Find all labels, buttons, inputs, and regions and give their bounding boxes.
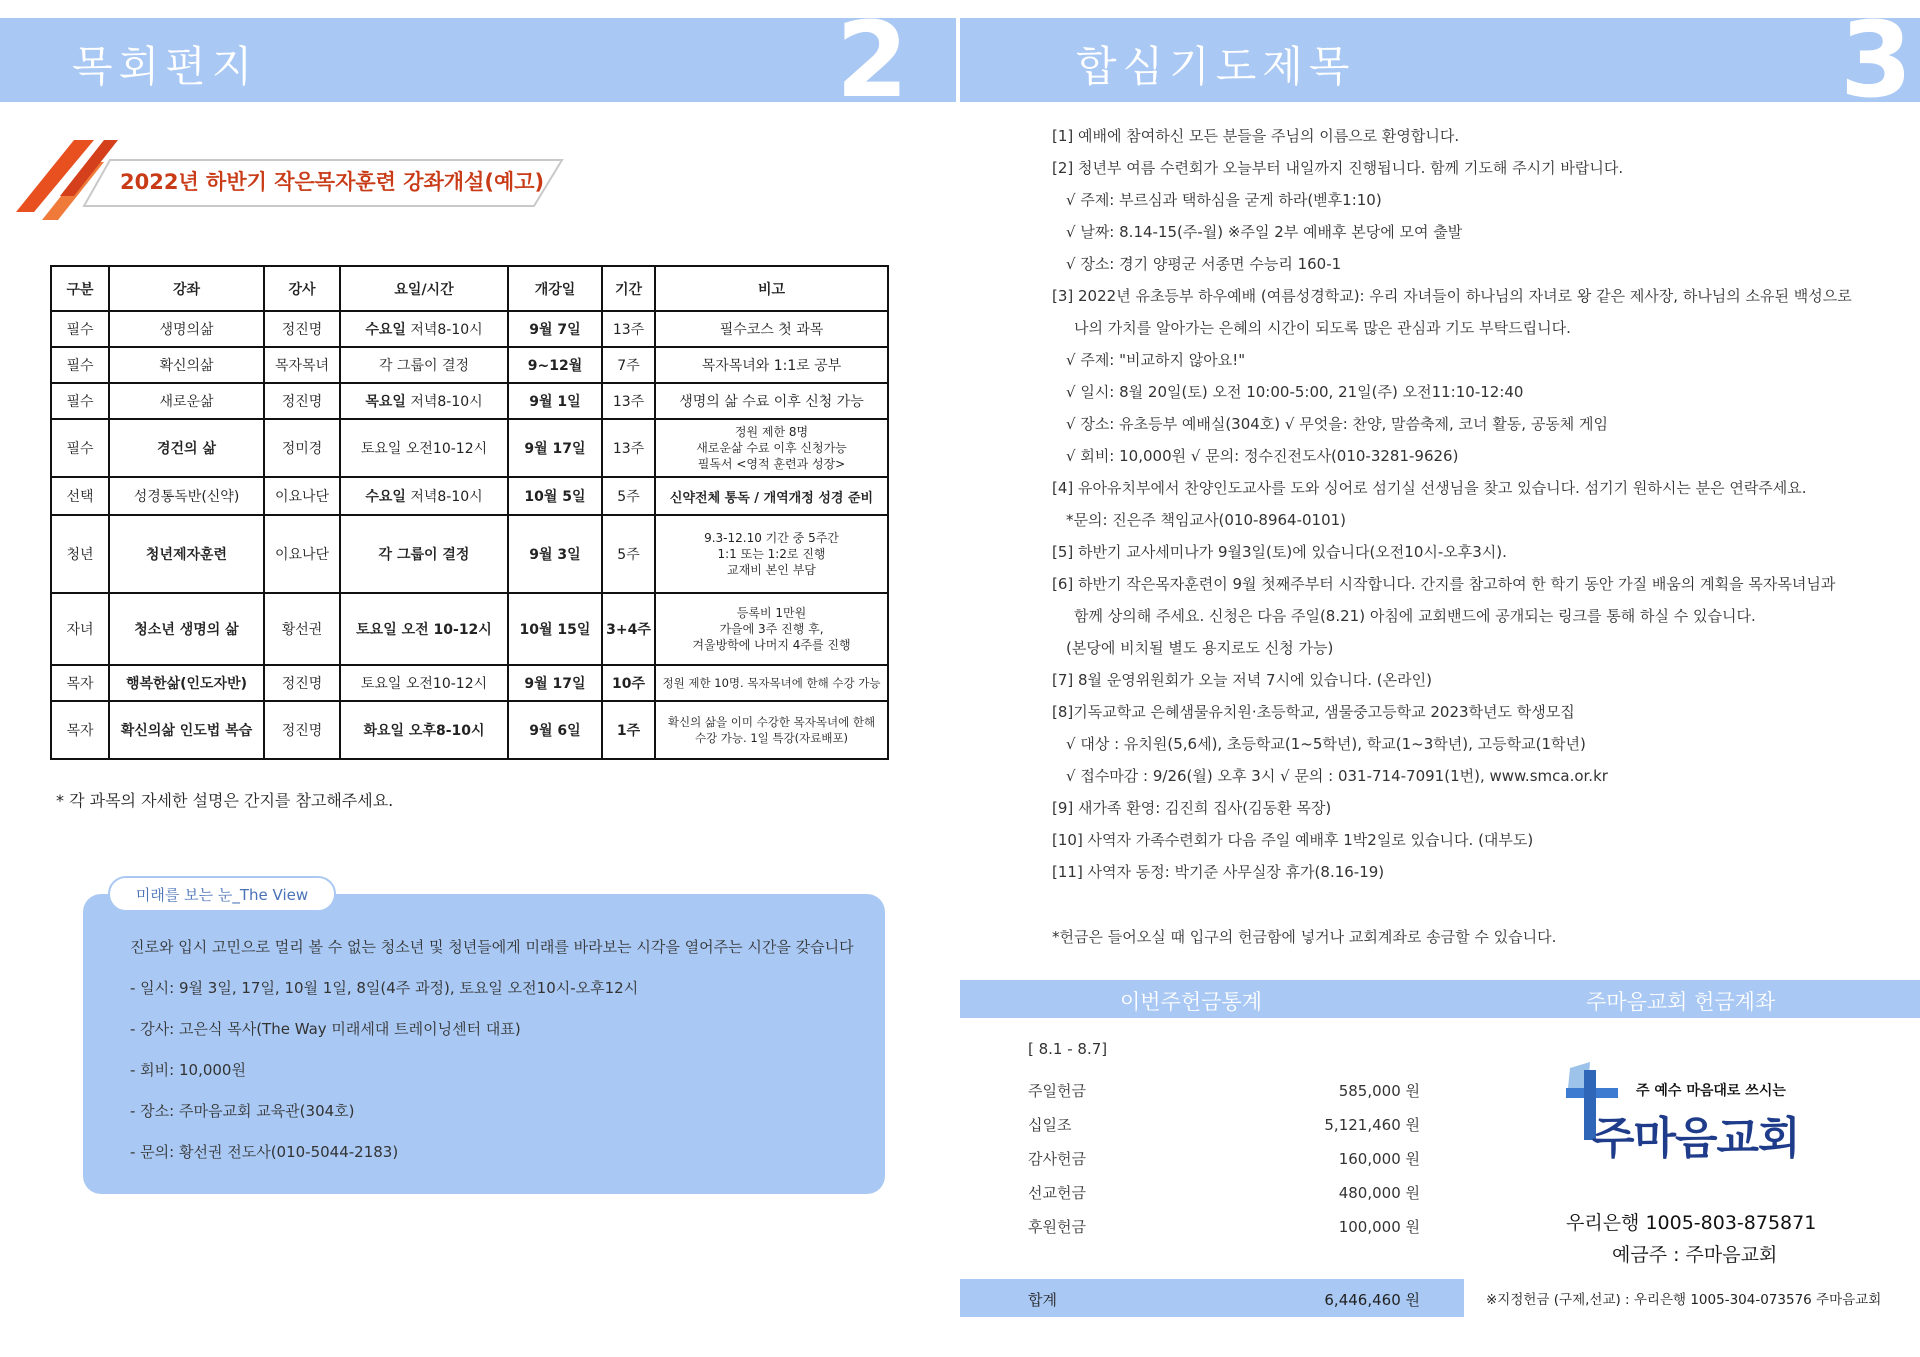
prayer-item: [1] 예배에 참여하신 모든 분들을 주님의 이름으로 환영합니다.	[1052, 127, 1460, 145]
type-cell: 필수	[51, 383, 109, 419]
offering-amount: 5,121,460 원	[1324, 1116, 1420, 1134]
course-cell: 확신의삶 인도법 복습	[109, 701, 264, 759]
note-cell	[655, 593, 888, 665]
header-cell: 강사	[264, 266, 340, 311]
prayer-item: 나의 가치를 알아가는 은혜의 시간이 되도록 많은 관심과 기도 부탁드립니다.	[1074, 319, 1571, 337]
prayer-list	[1052, 126, 1882, 894]
prayer-item: [7] 8월 운영위원회가 오늘 저녁 7시에 있습니다. (온라인)	[1052, 671, 1432, 689]
period-cell: 13주	[602, 383, 655, 419]
prayer-item: [5] 하반기 교사세미나가 9월3일(토)에 있습니다(오전10시-오후3시).	[1052, 543, 1507, 561]
note-line: 필독서 <영적 훈련과 성장>	[697, 457, 846, 472]
the-view-tag: 미래를 보는 눈_The View	[108, 876, 336, 912]
logo-tagline: 주 예수 마음대로 쓰시는	[1636, 1083, 1786, 1099]
teacher-cell: 정진명	[264, 383, 340, 419]
prayer-item: √ 장소: 경기 양평군 서종면 수능리 160-1	[1066, 255, 1342, 273]
banner-title: 2022년 하반기 작은목자훈련 강좌개설(예고)	[120, 170, 545, 194]
note-cell	[655, 419, 888, 477]
header-cell: 비고	[655, 266, 888, 311]
header-cell: 구분	[51, 266, 109, 311]
prayer-item: √ 일시: 8월 20일(토) 오전 10:00-5:00, 21일(주) 오전11:10-12:40	[1066, 383, 1524, 401]
start-cell: 9~12월	[508, 347, 602, 383]
course-cell: 성경통독반(신약)	[109, 477, 264, 515]
prayer-item: [9] 새가족 환영: 김진희 집사(김동환 목장)	[1052, 799, 1332, 817]
prayer-item: √ 장소: 유초등부 예배실(304호) √ 무엇을: 찬양, 말씀축제, 코너 활동, 공동체 게임	[1066, 415, 1609, 433]
offering-amount: 480,000 원	[1338, 1184, 1420, 1202]
offering-total-bar	[960, 1279, 1464, 1317]
offering-period: [ 8.1 - 8.7]	[1028, 1040, 1108, 1058]
time-day: 목요일	[365, 394, 406, 410]
course-cell: 경건의 삶	[109, 419, 264, 477]
type-cell: 자녀	[51, 593, 109, 665]
note-cell	[655, 701, 888, 759]
table-row	[51, 515, 888, 593]
start-cell: 9월 17일	[508, 665, 602, 701]
start-cell: 9월 1일	[508, 383, 602, 419]
table-row	[51, 665, 888, 701]
note-cell: 신약전체 통독 / 개역개정 성경 준비	[655, 477, 888, 515]
header-cell: 강좌	[109, 266, 264, 311]
offering-label: 감사헌금	[1028, 1150, 1086, 1168]
left-page-title: 목회편지	[72, 42, 259, 91]
offering-row	[1028, 1182, 1420, 1216]
teacher-cell: 이요나단	[264, 515, 340, 593]
account-holder-line: 예금주 : 주마음교회	[1612, 1244, 1778, 1266]
start-cell: 10월 15일	[508, 593, 602, 665]
course-cell: 청년제자훈련	[109, 515, 264, 593]
period-cell: 10주	[602, 665, 655, 701]
header-cell: 기간	[602, 266, 655, 311]
prayer-item: √ 날짜: 8.14-15(주-월) ※주일 2부 예배후 본당에 모여 출발	[1066, 223, 1463, 241]
prayer-item: √ 대상 : 유치원(5,6세), 초등학교(1~5학년), 학교(1~3학년), 고등학교(1학년)	[1066, 735, 1586, 753]
prayer-item: [2] 청년부 여름 수련회가 오늘부터 내일까지 진행됩니다. 함께 기도해 주시기 바랍니다.	[1052, 159, 1624, 177]
the-view-line: - 강사: 고은식 목사(The Way 미래세대 트레이닝센터 대표)	[130, 1020, 521, 1038]
table-row	[51, 701, 888, 759]
prayer-item: [4] 유아유치부에서 찬양인도교사를 도와 싱어로 섬기실 선생님을 찾고 있습니다. 섬기기 원하시는 분은 연락주세요.	[1052, 479, 1807, 497]
right-page-number: 3	[1840, 0, 1913, 121]
table-row	[51, 593, 888, 665]
table-row	[51, 347, 888, 383]
prayer-item: *문의: 진은주 책임교사(010-8964-0101)	[1066, 511, 1347, 529]
prayer-item: √ 접수마감 : 9/26(월) 오후 3시 √ 문의 : 031-714-7091(1번), www.smca.or.kr	[1066, 767, 1608, 785]
time-cell: 각 그룹이 결정	[340, 515, 508, 593]
teacher-cell: 정진명	[264, 665, 340, 701]
offering-label: 주일헌금	[1028, 1082, 1086, 1100]
header-cell: 요일/시간	[340, 266, 508, 311]
prayer-item: [10] 사역자 가족수련회가 다음 주일 예배후 1박2일로 있습니다. (대부도)	[1052, 831, 1534, 849]
type-cell: 목자	[51, 701, 109, 759]
course-schedule-table	[50, 265, 889, 760]
note-line: 겨울방학에 나머지 4주를 진행	[692, 638, 851, 653]
teacher-cell: 이요나단	[264, 477, 340, 515]
logo-name: 주마음교회	[1592, 1113, 1800, 1164]
offering-row	[1028, 1148, 1420, 1182]
time-cell	[340, 477, 508, 515]
course-cell: 새로운삶	[109, 383, 264, 419]
header-cell: 개강일	[508, 266, 602, 311]
period-cell: 7주	[602, 347, 655, 383]
note-line: 교재비 본인 부담	[727, 563, 816, 578]
teacher-cell: 황선권	[264, 593, 340, 665]
offering-amount: 100,000 원	[1338, 1218, 1420, 1236]
left-page-header	[0, 0, 956, 121]
time-day: 수요일	[365, 322, 406, 338]
table-row	[51, 477, 888, 515]
note-line: 새로운삶 수료 이후 신청가능	[696, 440, 847, 455]
offering-row	[1028, 1080, 1420, 1114]
course-cell: 생명의삶	[109, 311, 264, 347]
time-day: 수요일	[365, 489, 406, 505]
start-cell: 10월 5일	[508, 477, 602, 515]
offering-section-header	[960, 980, 1920, 1018]
period-cell: 3+4주	[602, 593, 655, 665]
right-page-title: 합심기도제목	[1076, 42, 1356, 91]
course-cell: 청소년 생명의 삶	[109, 593, 264, 665]
time-rest: 저녁8-10시	[405, 322, 483, 338]
the-view-details	[130, 936, 870, 1182]
offering-total-amount: 6,446,460 원	[1324, 1291, 1420, 1309]
right-page-header	[960, 0, 1920, 121]
prayer-item: [11] 사역자 동정: 박기준 사무실장 휴가(8.16-19)	[1052, 863, 1385, 881]
note-line: 1:1 또는 1:2로 진행	[717, 546, 826, 561]
start-cell: 9월 6일	[508, 701, 602, 759]
offering-note: *헌금은 들어오실 때 입구의 헌금함에 넣거나 교회계좌로 송금할 수 있습니다.	[1052, 928, 1557, 946]
offering-stats-title: 이번주헌금통계	[1120, 990, 1263, 1014]
start-cell: 9월 3일	[508, 515, 602, 593]
time-cell	[340, 311, 508, 347]
offering-label: 십일조	[1028, 1116, 1072, 1134]
prayer-item: (본당에 비치될 별도 용지로도 신청 가능)	[1066, 639, 1334, 657]
time-cell: 각 그룹이 결정	[340, 347, 508, 383]
offering-amount: 585,000 원	[1338, 1082, 1420, 1100]
offering-row	[1028, 1114, 1420, 1148]
note-line: 등록비 1만원	[736, 605, 807, 620]
prayer-item: [8]기독교학교 은혜샘물유치원·초등학교, 샘물중고등학교 2023학년도 학생모집	[1052, 703, 1575, 721]
table-header-row	[51, 266, 888, 311]
type-cell: 필수	[51, 311, 109, 347]
time-cell: 토요일 오전10-12시	[340, 665, 508, 701]
course-cell: 행복한삶(인도자반)	[109, 665, 264, 701]
time-cell: 토요일 오전10-12시	[340, 419, 508, 477]
offering-amount: 160,000 원	[1338, 1150, 1420, 1168]
account-title: 주마음교회 헌금계좌	[1586, 990, 1776, 1014]
teacher-cell: 정미경	[264, 419, 340, 477]
designated-offering-note: ※지정헌금 (구제,선교) : 우리은행 1005-304-073576 주마음교회	[1486, 1292, 1882, 1308]
the-view-line: 진로와 입시 고민으로 멀리 볼 수 없는 청소년 및 청년들에게 미래를 바라보는 시각을 열어주는 시간을 갖습니다	[130, 938, 854, 956]
note-line: 가을에 3주 진행 후,	[719, 621, 824, 636]
bank-account-line: 우리은행 1005-803-875871	[1566, 1212, 1817, 1234]
offering-label: 후원헌금	[1028, 1218, 1086, 1236]
offering-stats-list	[1028, 1080, 1420, 1250]
type-cell: 필수	[51, 419, 109, 477]
time-cell: 화요일 오후8-10시	[340, 701, 508, 759]
start-cell: 9월 17일	[508, 419, 602, 477]
table-footnote: * 각 과목의 자세한 설명은 간지를 참고해주세요.	[56, 791, 394, 810]
teacher-cell: 목자목녀	[264, 347, 340, 383]
time-rest: 저녁8-10시	[405, 394, 483, 410]
time-rest: 저녁8-10시	[405, 489, 483, 505]
type-cell: 필수	[51, 347, 109, 383]
offering-total-label: 합계	[1028, 1291, 1057, 1309]
time-cell	[340, 383, 508, 419]
teacher-cell: 정진명	[264, 311, 340, 347]
period-cell: 13주	[602, 419, 655, 477]
prayer-item: [3] 2022년 유초등부 하우예배 (여름성경학교): 우리 자녀들이 하나님의 자녀로 왕 같은 제사장, 하나님의 소유된 백성으로	[1052, 287, 1852, 305]
note-cell	[655, 515, 888, 593]
prayer-item: √ 주제: 부르심과 택하심을 굳게 하라(벧후1:10)	[1066, 191, 1382, 209]
table-row	[51, 311, 888, 347]
start-cell: 9월 7일	[508, 311, 602, 347]
period-cell: 5주	[602, 477, 655, 515]
table-row	[51, 419, 888, 477]
note-cell: 목자목녀와 1:1로 공부	[655, 347, 888, 383]
type-cell: 청년	[51, 515, 109, 593]
prayer-item: [6] 하반기 작은목자훈련이 9월 첫째주부터 시작합니다. 간지를 참고하여 한 학기 동안 가질 배움의 계획을 목자목녀님과	[1052, 575, 1836, 593]
the-view-line: - 회비: 10,000원	[130, 1061, 246, 1079]
prayer-item: √ 회비: 10,000원 √ 문의: 정수진전도사(010-3281-9626)	[1066, 447, 1459, 465]
offering-label: 선교헌금	[1028, 1184, 1086, 1202]
type-cell: 목자	[51, 665, 109, 701]
the-view-line: - 문의: 황선권 전도사(010-5044-2183)	[130, 1143, 399, 1161]
left-page-number: 2	[836, 0, 909, 121]
the-view-line: - 장소: 주마음교회 교육관(304호)	[130, 1102, 355, 1120]
prayer-item: 함께 상의해 주세요. 신청은 다음 주일(8.21) 아침에 교회밴드에 공개되는 링크를 통해 하실 수 있습니다.	[1074, 607, 1756, 625]
period-cell: 5주	[602, 515, 655, 593]
course-banner	[14, 136, 574, 226]
note-line: 정원 제한 8명	[734, 424, 809, 439]
offering-row	[1028, 1216, 1420, 1250]
period-cell: 13주	[602, 311, 655, 347]
prayer-item: √ 주제: "비교하지 않아요!"	[1066, 351, 1246, 369]
course-cell: 확신의삶	[109, 347, 264, 383]
note-cell: 정원 제한 10명. 목자목녀에 한해 수강 가능	[655, 665, 888, 701]
table-row	[51, 383, 888, 419]
type-cell: 선택	[51, 477, 109, 515]
note-line: 확신의 삶을 이미 수강한 목자목녀에 한해	[667, 714, 876, 729]
note-line: 수강 가능. 1일 특강(자료배포)	[694, 731, 849, 745]
time-cell: 토요일 오전 10-12시	[340, 593, 508, 665]
teacher-cell: 정진명	[264, 701, 340, 759]
period-cell: 1주	[602, 701, 655, 759]
the-view-line: - 일시: 9월 3일, 17일, 10월 1일, 8일(4주 과정), 토요일 오전10시-오후12시	[130, 979, 639, 997]
note-cell: 생명의 삶 수료 이후 신청 가능	[655, 383, 888, 419]
note-cell: 필수코스 첫 과목	[655, 311, 888, 347]
note-line: 9.3-12.10 기간 중 5주간	[704, 530, 839, 545]
